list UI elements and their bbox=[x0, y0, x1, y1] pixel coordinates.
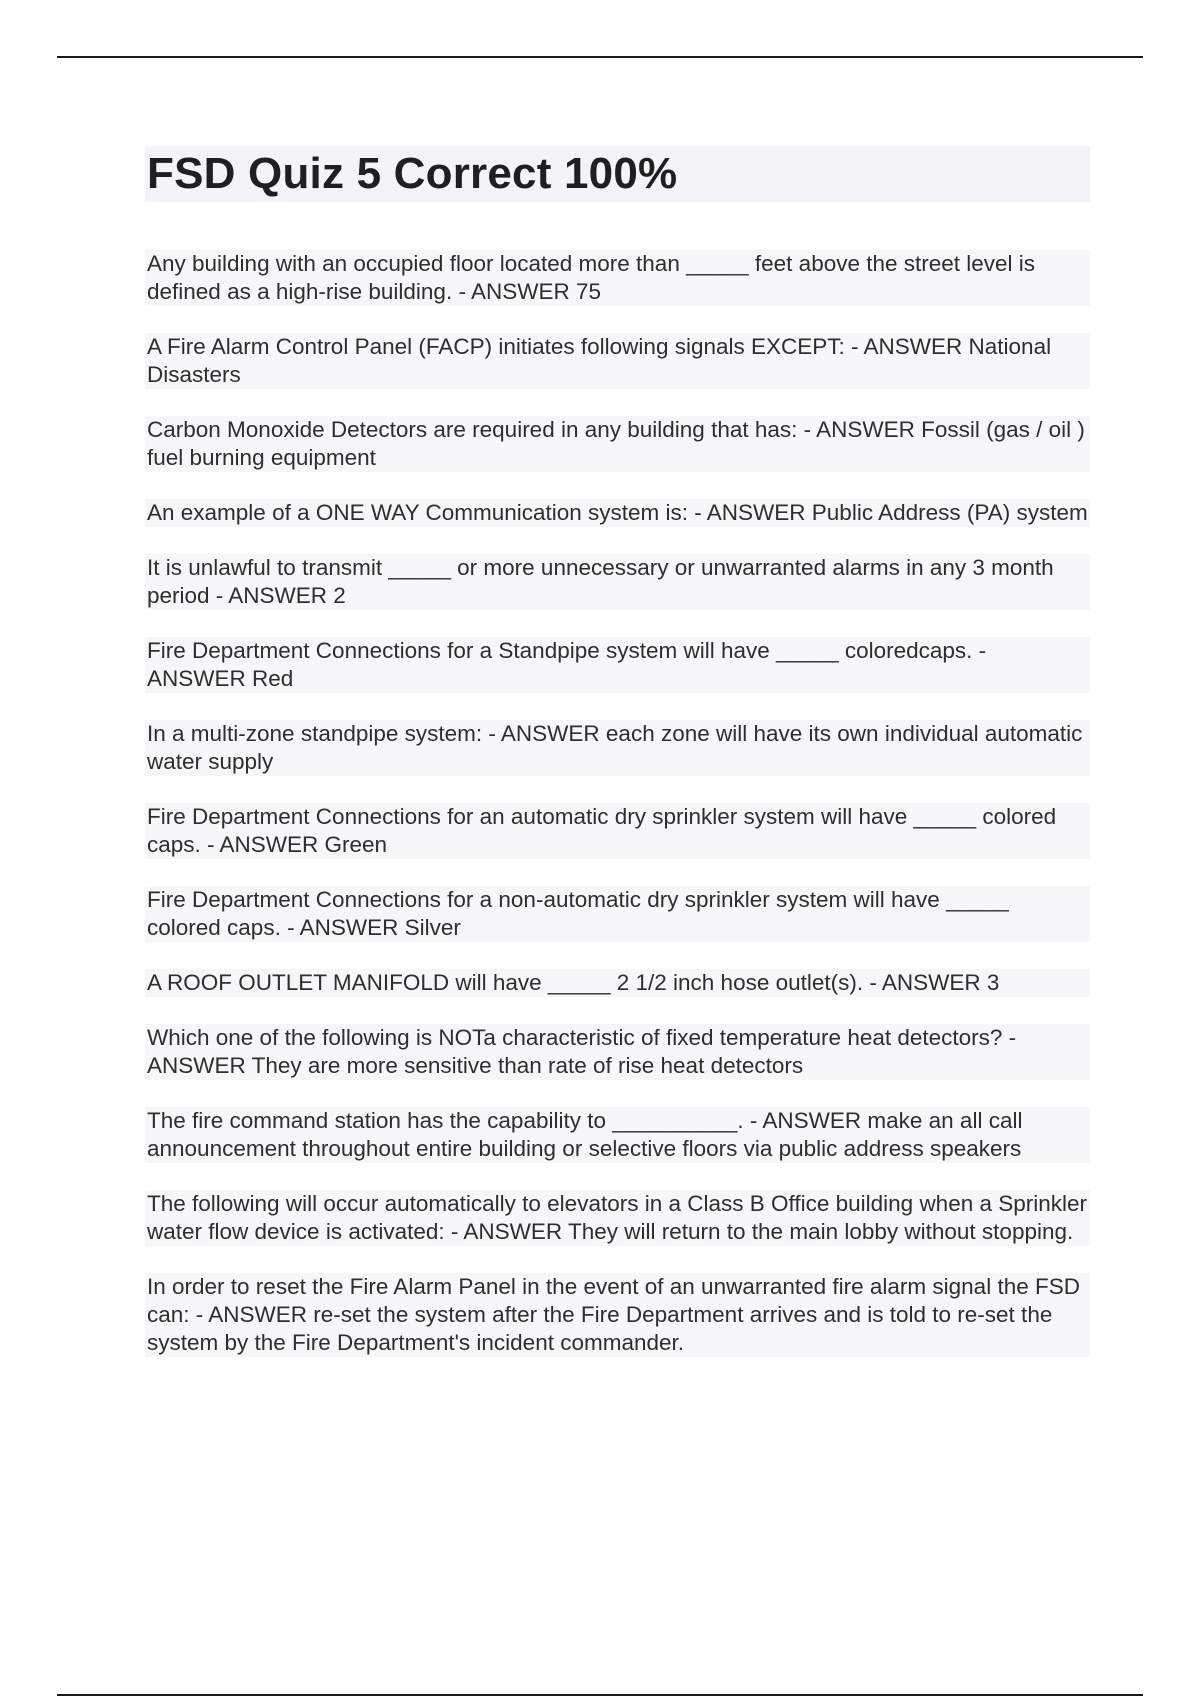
question-item: It is unlawful to transmit _____ or more unnecessary or unwarranted alarms in any 3 month period - ANSWER 2 bbox=[145, 554, 1090, 610]
question-item: Fire Department Connections for a non-automatic dry sprinkler system will have _____ colored caps. - ANSWER Silver bbox=[145, 886, 1090, 942]
question-list bbox=[145, 250, 1090, 1357]
question-item: Fire Department Connections for an automatic dry sprinkler system will have _____ colored caps. - ANSWER Green bbox=[145, 803, 1090, 859]
question-item: A ROOF OUTLET MANIFOLD will have _____ 2 1/2 inch hose outlet(s). - ANSWER 3 bbox=[145, 969, 1090, 997]
question-item: A Fire Alarm Control Panel (FACP) initiates following signals EXCEPT: - ANSWER National Disasters bbox=[145, 333, 1090, 389]
document-body bbox=[145, 146, 1090, 1384]
question-item: The fire command station has the capability to __________. - ANSWER make an all call announcement throughout entire building or selective floors via public address speakers bbox=[145, 1107, 1090, 1163]
question-item: In a multi-zone standpipe system: - ANSWER each zone will have its own individual automatic water supply bbox=[145, 720, 1090, 776]
page-title: FSD Quiz 5 Correct 100% bbox=[145, 146, 1090, 202]
bottom-rule bbox=[57, 1694, 1143, 1696]
question-item: Fire Department Connections for a Standpipe system will have _____ coloredcaps. - ANSWER Red bbox=[145, 637, 1090, 693]
question-item: In order to reset the Fire Alarm Panel in the event of an unwarranted fire alarm signal the FSD can: - ANSWER re-set the system after the Fire Department arrives and is told to re-set the system by the Fire Department's incident commander. bbox=[145, 1273, 1090, 1357]
question-item: Carbon Monoxide Detectors are required in any building that has: - ANSWER Fossil (gas / oil ) fuel burning equipment bbox=[145, 416, 1090, 472]
question-item: Any building with an occupied floor located more than _____ feet above the street level is defined as a high-rise building. - ANSWER 75 bbox=[145, 250, 1090, 306]
question-item: An example of a ONE WAY Communication system is: - ANSWER Public Address (PA) system bbox=[145, 499, 1090, 527]
question-item: The following will occur automatically to elevators in a Class B Office building when a Sprinkler water flow device is activated: - ANSWER They will return to the main lobby without stopping. bbox=[145, 1190, 1090, 1246]
question-item: Which one of the following is NOTa characteristic of fixed temperature heat detectors? - ANSWER They are more sensitive than rate of rise heat detectors bbox=[145, 1024, 1090, 1080]
top-rule bbox=[57, 56, 1143, 58]
